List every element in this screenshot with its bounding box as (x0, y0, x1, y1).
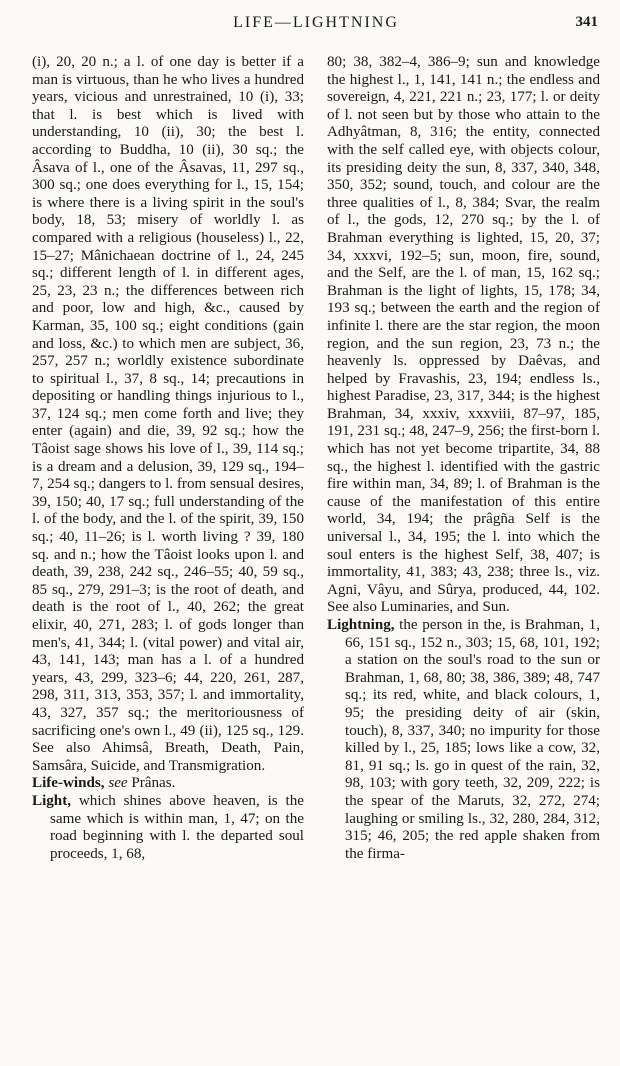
running-title: LIFE—LIGHTNING (233, 14, 399, 31)
left-column (32, 54, 304, 863)
entry-keyword: Lightning, (327, 617, 395, 633)
index-entry-continuation: (i), 20, 20 n.; a l. of one day is better if a man is virtuous, than he who lives a hundred years, vicious and unrestrained, 10 (i), 33; that l. is best which is lived with understanding, 10 (ii), 30; the best l. according to Buddha, 10 (ii), 30 sq.; the Âsava of l., one of the Âsavas, 11, 297 sq., 300 sq.; one does everything for l., 15, 154; is where there is a living spirit in the soul's body, 18, 53; misery of worldly l. as compared with a religious (houseless) l., 22, 15–27; Mânichaean doctrine of l., 24, 245 sq.; different length of l. in different ages, 25, 23, 23 n.; the differences between rich and poor, low and high, &c., caused by Karman, 35, 100 sq.; eight conditions (gain and loss, &c.) to which men are subject, 36, 257, 257 n.; worldly existence subordinate to spiritual l., 37, 8 sq., 14; precautions in depositing or handling things injurious to l., 37, 124 sq.; men come forth and live; they enter (again) and die, 39, 92 sq.; how the Tâoist sage shows his love of l., 39, 114 sq.; is a dream and a delusion, 39, 129 sq., 194–7, 254 sq.; dangers to l. from sensual desires, 39, 150; 40, 17 sq.; full understanding of the l. of the body, and the l. of the spirit, 39, 150 sq.; 40, 11–26; is l. worth living ? 39, 180 sq. and n.; how the Tâoist looks upon l. and death, 39, 238, 242 sq., 246–55; 40, 59 sq., 85 sq., 279, 291–3; is the root of death, and death is the root of l., 40, 262; the great elixir, 40, 271, 283; l. of gods longer than men's, 41, 344; l. (vital power) and vital air, 43, 141, 143; man has a l. of a hundred years, 43, 299, 323–6; 44, 220, 261, 287, 298, 311, 313, 353, 357; l. and immortality, 43, 327, 357 sq.; the meritoriousness of sacrificing one's own l., 49 (ii), 125 sq., 129. See also Ahimsâ, Breath, Death, Pain, Samsâra, Suicide, and Transmigration. (32, 54, 304, 774)
running-header (30, 14, 602, 38)
index-entry-continuation: 80; 38, 382–4, 386–9; sun and knowledge the highest l., 1, 141, 141 n.; the endless and sovereign, 4, 221, 221 n.; 23, 177; l. or deity of l. not seen but by those who attain to the Adhyâtman, 8, 316; the entity, connected with the self called eye, with objects colour, its presiding deity the sun, 8, 337, 340, 348, 350, 352; sound, touch, and colour are the three qualities of l., 8, 384; Svar, the realm of l., the gods, 12, 270 sq.; by the l. of Brahman everything is lighted, 15, 20, 37; 34, xxxvi, 192–5; sun, moon, fire, sound, and the Self, are the l. of man, 15, 162 sq.; Brahman is the light of lights, 15, 178; 34, 193 sq.; between the earth and the region of infinite l. there are the star region, the moon region, and the sun region, 23, 73 n.; the heavenly ls. oppressed by Daêvas, and helped by Fravashis, 23, 194; endless ls., highest Paradise, 23, 317, 344; is the highest Brahman, 34, xxxiv, xxxviii, 87–97, 185, 191, 231 sq.; 48, 247–9, 256; the first-born l. which has not yet become tripartite, 34, 88 sq., the highest l. identified with the gastric fire within man, 34, 89; l. of Brahman is the cause of the manifestation of this entire world, 34, 194; the prâgña Self is the universal l., 34, 195; the l. into which the soul enters is the highest Self, 38, 407; is immortality, 41, 383; 43, 238; three ls., viz. Agni, Vâyu, and Sûrya, produced, 44, 102. See also Luminaries, and Sun. (327, 54, 600, 616)
page-number: 341 (575, 14, 598, 30)
right-column (327, 54, 600, 863)
index-entry (32, 793, 304, 863)
entry-keyword: Light, (32, 792, 72, 809)
index-entry (32, 775, 304, 793)
see-reference: see (108, 775, 128, 792)
index-entry (327, 617, 600, 863)
entry-text: which shines above heaven, is the same which is within man, 1, 47; on the road beginning with l. the departed soul proceeds, 1, 68, (50, 792, 304, 862)
entry-text: Prânas. (131, 775, 176, 792)
entry-keyword: Life-winds, (32, 775, 105, 792)
entry-text: the person in the, is Brahman, 1, 66, 151 sq., 152 n., 303; 15, 68, 101, 192; a station on the soul's road to the sun or Brahman, 1, 68, 80; 38, 386, 389; 48, 747 sq.; its red, white, and black colours, 1, 95; the presiding deity of air (skin, touch), 8, 337, 340; no impurity for those killed by l., 25, 185; lows like a cow, 32, 81, 91 sq.; ls. go in quest of the rain, 32, 98, 103; with gory teeth, 32, 209, 222; is the spear of the Maruts, 32, 272, 274; laughing or smiling ls., 32, 280, 284, 312, 315; 46, 205; the red apple shaken from the firma- (345, 617, 600, 862)
